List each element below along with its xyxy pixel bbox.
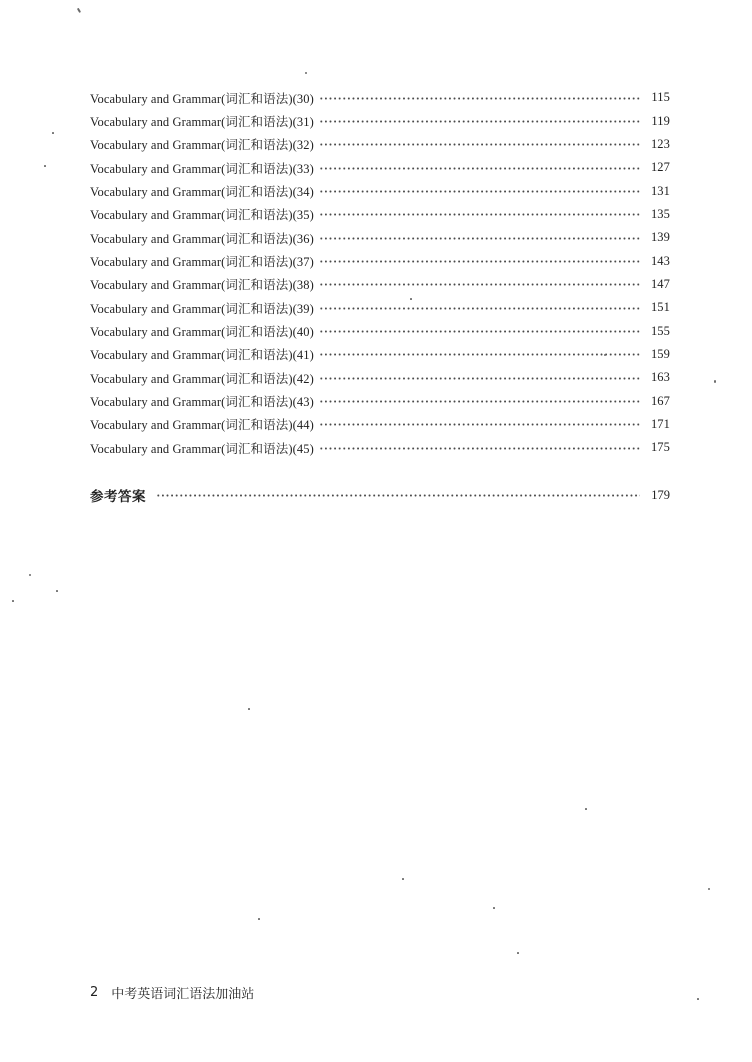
scan-speck [44,165,46,167]
toc-entry-label: Vocabulary and Grammar(词汇和语法)(31) [90,115,314,130]
dot-leader [319,237,640,240]
toc-entry-page: 155 [650,323,670,338]
toc-entry [90,343,670,366]
scan-speck [402,878,404,880]
dot-leader [156,494,640,497]
toc-entry-page: 115 [651,90,670,105]
scan-speck [29,574,31,576]
dot-leader [319,307,640,310]
dot-leader [319,447,640,450]
toc-entry-label: Vocabulary and Grammar(词汇和语法)(32) [90,138,314,153]
dot-leader [319,190,640,193]
scan-speck [248,708,250,710]
scan-speck [12,600,14,602]
toc-entry-page: 119 [651,113,670,128]
scan-speck [585,808,587,810]
toc-entry-label: Vocabulary and Grammar(词汇和语法)(38) [90,278,314,293]
toc-entry [90,366,670,389]
scan-speck [697,998,699,1000]
toc-entry [90,156,670,179]
toc-entry [90,109,670,132]
dot-leader [319,120,640,123]
toc-entry-page: 147 [650,276,670,291]
scan-speck [305,72,307,74]
toc-entry-page: 127 [650,160,670,175]
toc-entry [90,389,670,412]
dot-leader [319,400,640,403]
toc-entry-label: Vocabulary and Grammar(词汇和语法)(43) [90,395,314,410]
toc-entry-label: Vocabulary and Grammar(词汇和语法)(33) [90,161,314,176]
scan-speck [410,298,412,300]
dot-leader [319,377,640,380]
toc-entry [90,203,670,226]
toc-entry-page: 175 [650,440,670,455]
toc-entry [90,179,670,202]
dot-leader [319,167,640,170]
scan-speck [77,8,81,13]
toc-entry-answers [90,483,670,507]
dot-leader [319,330,640,333]
toc-entry-page: 131 [650,183,670,198]
toc-entry [90,86,670,109]
dot-leader [319,97,640,100]
dot-leader [319,423,640,426]
toc-entry [90,413,670,436]
toc-entry-page: 163 [650,370,670,385]
toc-entry-label: Vocabulary and Grammar(词汇和语法)(37) [90,255,314,270]
toc-entry-page: 159 [650,346,670,361]
toc-entry-page: 139 [650,230,670,245]
scan-speck [56,590,58,592]
scan-speck [493,907,495,909]
toc-entry-page: 135 [650,206,670,221]
table-of-contents [90,86,670,460]
toc-entry-page: 171 [650,416,670,431]
toc-entry-label: Vocabulary and Grammar(词汇和语法)(42) [90,371,314,386]
toc-entry-page: 123 [650,136,670,151]
dot-leader [319,143,640,146]
page-footer [90,983,254,1002]
scan-speck [714,380,716,383]
scan-speck [258,918,260,920]
toc-entry-page: 151 [650,300,670,315]
toc-entry-page: 167 [650,393,670,408]
toc-entry [90,273,670,296]
scan-speck [52,132,54,134]
toc-entry-label: Vocabulary and Grammar(词汇和语法)(44) [90,418,314,433]
answers-heading: 参考答案 [90,489,146,505]
toc-entry [90,296,670,319]
toc-entry-label: Vocabulary and Grammar(词汇和语法)(30) [90,91,314,106]
toc-entry-label: Vocabulary and Grammar(词汇和语法)(39) [90,301,314,316]
scan-speck [604,354,606,356]
dot-leader [319,353,640,356]
answers-page: 179 [651,487,670,502]
toc-entry-label: Vocabulary and Grammar(词汇和语法)(34) [90,185,314,200]
toc-entry-page: 143 [650,253,670,268]
dot-leader [319,213,640,216]
dot-leader [319,283,640,286]
scan-speck [708,888,710,890]
toc-entry-label: Vocabulary and Grammar(词汇和语法)(40) [90,325,314,340]
toc-entry-label: Vocabulary and Grammar(词汇和语法)(35) [90,208,314,223]
toc-entry [90,133,670,156]
toc-entry [90,226,670,249]
page-number: 2 [90,985,99,1000]
book-title: 中考英语词汇语法加油站 [111,987,255,1002]
toc-entry-label: Vocabulary and Grammar(词汇和语法)(36) [90,231,314,246]
toc-entry [90,249,670,272]
scan-speck [517,952,519,954]
toc-entry-label: Vocabulary and Grammar(词汇和语法)(41) [90,348,314,363]
dot-leader [319,260,640,263]
toc-entry [90,436,670,459]
toc-entry [90,319,670,342]
toc-entry-label: Vocabulary and Grammar(词汇和语法)(45) [90,441,314,456]
